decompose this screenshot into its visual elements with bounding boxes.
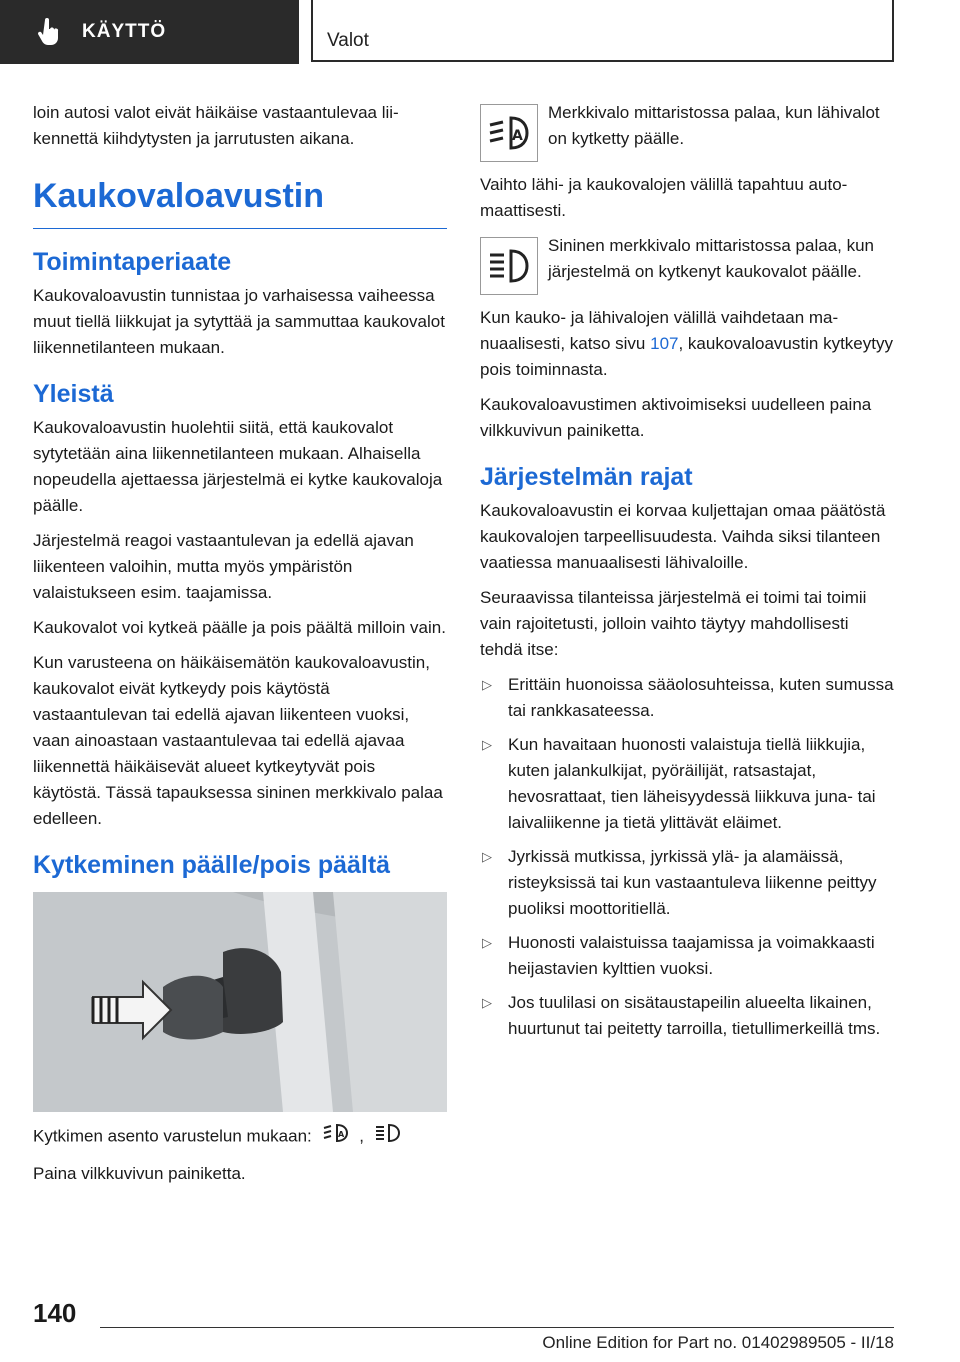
section-tab xyxy=(0,0,299,64)
chapter-header xyxy=(311,0,894,62)
principle-paragraph: Kaukovaloavustin tunnistaa jo varhaisessa vaiheessa muut tiellä liikkujat ja sytyttää ja sammuttaa kaukovalot liikennetilanteen mukaan. xyxy=(33,286,445,357)
hand-pointer-icon xyxy=(36,17,66,47)
limits-list xyxy=(480,672,894,1042)
intro-paragraph: loin autosi valot eivät häikäise vastaantulevaa liikennettä kiihdytysten ja jarrutusten aikana. xyxy=(33,103,399,148)
manual-switch-text xyxy=(480,305,894,383)
chapter-title: Valot xyxy=(327,30,369,51)
heading-principle: Toimintaperiaate xyxy=(33,248,232,276)
heading-general: Yleistä xyxy=(33,380,114,408)
right-column xyxy=(480,100,894,1050)
auto-switch-text: Vaihto lähi- ja kaukovalojen välillä tapahtuu automaattisesti. xyxy=(480,175,848,220)
svg-text:A: A xyxy=(512,128,523,144)
indicator2-text: Sininen merkkivalo mittaristossa palaa, kun järjestelmä on kytkenyt kaukovalot päälle. xyxy=(548,236,874,281)
footer-divider xyxy=(100,1327,894,1328)
list-item: ▷ Huonosti valaistuissa taajamissa ja voimakkaasti heijastavien kylttien vuoksi. xyxy=(480,930,894,982)
switch-separator: , xyxy=(359,1126,364,1146)
triangle-bullet-icon: ▷ xyxy=(482,995,492,1010)
general-paragraph-1: Kaukovaloavustin huolehtii siitä, että kaukovalot sytytetään aina liikennetilanteen mukaan. Alhaisella nopeudella ajettaessa järjestelmä ei kytke kaukovaloja päälle. xyxy=(33,418,443,515)
list-item: ▷ Erittäin huonoissa sääolosuhteissa, kuten sumussa tai rankkasateessa. xyxy=(480,672,894,724)
list-item: ▷ Kun havaitaan huonosti valaistuja tiellä liikkujia, kuten jalankulkijat, pyöräilijät, ratsastajat, hevosrattaat, tien läheisyydessä liikkuva juna- tai laivaliikenne ja tietä ylittävät eläimet. xyxy=(480,732,894,836)
triangle-bullet-icon: ▷ xyxy=(482,935,492,950)
switch-position-text xyxy=(33,1122,447,1152)
list-item: ▷ Jyrkissä mutkissa, jyrkissä ylä- ja alamäissä, risteyksissä tai kun vastaantuleva liikenne peittyy puoliksi moottoritiellä. xyxy=(480,844,894,922)
triangle-bullet-icon: ▷ xyxy=(482,849,492,864)
page-number: 140 xyxy=(33,1298,77,1328)
limits-paragraph-1: Kaukovaloavustin ei korvaa kuljettajan omaa päätöstä kaukovalojen tarpeellisuudesta. Vaihda siksi tilanteen vaatiessa manuaalisesti lähivaloille. xyxy=(480,501,886,572)
page-link[interactable]: 107 xyxy=(650,334,679,353)
high-beam-assist-icon xyxy=(375,1122,401,1152)
section-label: KÄYTTÖ xyxy=(82,21,167,42)
limits-paragraph-2: Seuraavissa tilanteissa järjestelmä ei toimi tai toimii vain rajoitetusti, jolloin vaihto täytyy mahdollisesti tehdä itse: xyxy=(480,588,867,659)
general-paragraph-4: Kun varusteena on häikäisemätön kaukovaloavustin, kaukovalot eivät kytkeydy pois käytöstä vastaantulevan tai edellä ajavan liikenteen vuoksi, vaan ainoastaan vastaantulevaa tai edellä ajavaa liikennettä häikäisevät alueet kytkeytyvät pois käytöstä. Tässä tapauksessa sininen merkkivalo palaa edelleen. xyxy=(33,653,443,828)
low-beam-auto-indicator-icon xyxy=(480,104,538,162)
general-paragraph-2: Järjestelmä reagoi vastaantulevan ja edellä ajavan liikenteen valoihin, mutta myös ympäristön valaistukseen esim. taajamissa. xyxy=(33,531,414,602)
indicator1-text: Merkkivalo mittaristossa palaa, kun lähivalot on kytketty päälle. xyxy=(548,103,880,148)
edition-text: Online Edition for Part no. 01402989505 - II/18 xyxy=(542,1333,894,1352)
auto-high-beam-assist-icon xyxy=(323,1122,349,1152)
high-beam-indicator-icon xyxy=(480,237,538,295)
heading-limits: Järjestelmän rajat xyxy=(480,463,693,491)
indicator1-block xyxy=(480,100,894,162)
triangle-bullet-icon: ▷ xyxy=(482,737,492,752)
svg-text:A: A xyxy=(337,1130,344,1139)
switch-position-label: Kytkimen asento varustelun mukaan: xyxy=(33,1126,312,1146)
manual-pre: Kun kauko- ja lähivalojen välillä vaihdetaan manuaalisesti, katso sivu xyxy=(480,308,839,353)
triangle-bullet-icon: ▷ xyxy=(482,677,492,692)
general-paragraph-3: Kaukovalot voi kytkeä päälle ja pois päältä milloin vain. xyxy=(33,618,446,637)
reactivate-text: Kaukovaloavustimen aktivoimiseksi uudelleen paina vilkkuvivun painiketta. xyxy=(480,395,872,440)
left-column xyxy=(33,100,447,1196)
press-instruction: Paina vilkkuvivun painiketta. xyxy=(33,1164,246,1183)
list-item: ▷ Jos tuulilasi on sisätaustapeilin alueelta likainen, huurtunut tai peitetty tarroilla, tietullimerkeillä tms. xyxy=(480,990,894,1042)
manual-post: , kaukovaloavustin kytkeytyy pois toiminnasta. xyxy=(480,334,893,379)
page-title: Kaukovaloavustin xyxy=(33,176,447,229)
turn-signal-lever-illustration xyxy=(33,892,447,1112)
heading-switch: Kytkeminen päälle/pois päältä xyxy=(33,851,391,879)
indicator2-block xyxy=(480,233,894,295)
